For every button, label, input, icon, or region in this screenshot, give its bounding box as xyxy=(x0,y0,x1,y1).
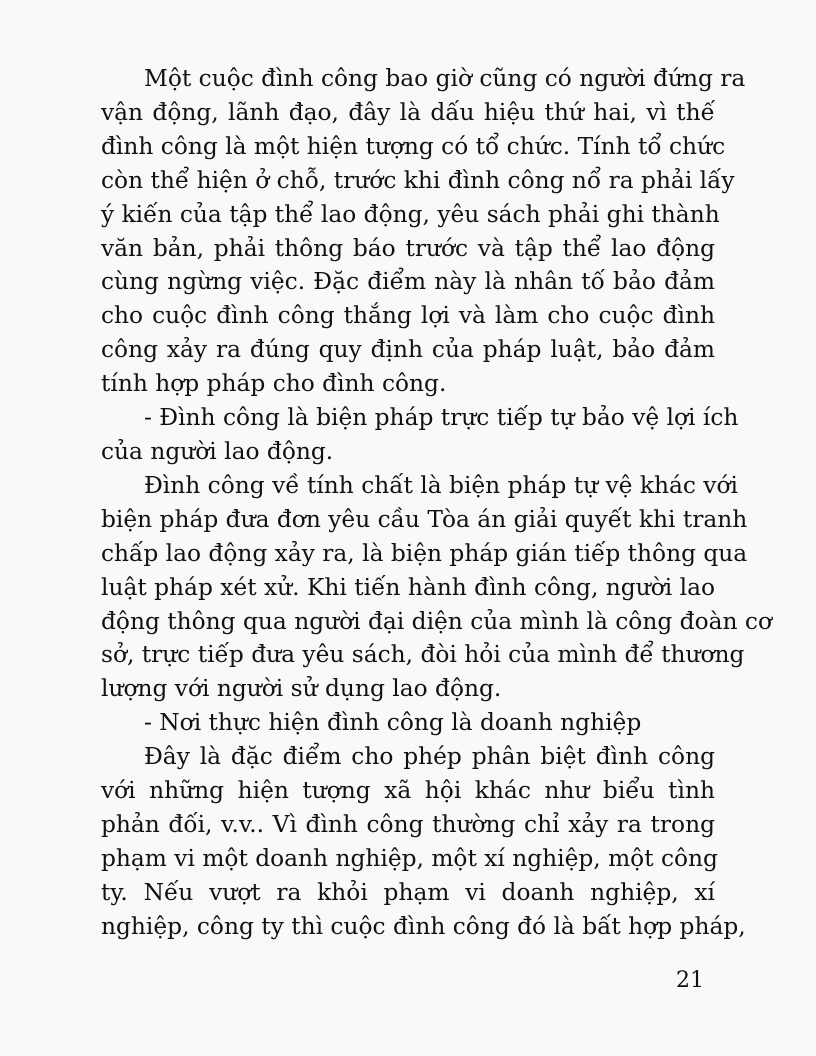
text-line: cho cuộc đình công thắng lợi và làm cho cuộc đình xyxy=(101,302,715,330)
paragraph xyxy=(101,401,739,469)
text-line: Đây là đặc điểm cho phép phân biệt đình công xyxy=(144,743,715,771)
text-line: cùng ngừng việc. Đặc điểm này là nhân tố bảo đảm xyxy=(101,268,715,296)
text-line: nghiệp, công ty thì cuộc đình công đó là bất hợp pháp, xyxy=(101,912,746,940)
text-line: phản đối, v.v.. Vì đình công thường chỉ xảy ra trong xyxy=(101,810,715,838)
text-line: chấp lao động xảy ra, là biện pháp gián tiếp thông qua xyxy=(101,539,748,567)
page-number: 21 xyxy=(676,968,704,993)
paragraph xyxy=(101,706,715,740)
text-line: đình công là một hiện tượng có tổ chức. Tính tổ chức xyxy=(101,132,726,160)
text-line: - Nơi thực hiện đình công là doanh nghiệp xyxy=(144,709,642,737)
text-line: với những hiện tượng xã hội khác như biểu tình xyxy=(101,777,715,805)
paragraph xyxy=(101,469,772,706)
text-line: động thông qua người đại diện của mình là công đoàn cơ xyxy=(101,607,772,635)
text-line: Đình công về tính chất là biện pháp tự vệ khác với xyxy=(144,471,738,499)
text-line: tính hợp pháp cho đình công. xyxy=(101,370,447,398)
paragraph xyxy=(101,62,746,401)
text-line: phạm vi một doanh nghiệp, một xí nghiệp, một công xyxy=(101,844,718,872)
text-line: sở, trực tiếp đưa yêu sách, đòi hỏi của mình để thương xyxy=(101,641,745,669)
text-line: Một cuộc đình công bao giờ cũng có người đứng ra xyxy=(144,65,746,92)
text-line: lượng với người sử dụng lao động. xyxy=(101,675,502,703)
text-line: - Đình công là biện pháp trực tiếp tự bảo vệ lợi ích xyxy=(144,404,739,432)
text-line: của người lao động. xyxy=(101,437,334,465)
text-line: biện pháp đưa đơn yêu cầu Tòa án giải quyết khi tranh xyxy=(101,505,748,533)
text-line: văn bản, phải thông báo trước và tập thể lao động xyxy=(101,234,715,262)
paragraph xyxy=(101,740,746,943)
text-line: ty. Nếu vượt ra khỏi phạm vi doanh nghiệp, xí xyxy=(101,878,715,906)
text-line: ý kiến của tập thể lao động, yêu sách phải ghi thành xyxy=(101,200,720,228)
body-text xyxy=(101,62,772,944)
text-line: vận động, lãnh đạo, đây là dấu hiệu thứ hai, vì thế xyxy=(101,98,715,126)
text-line: công xảy ra đúng quy định của pháp luật, bảo đảm xyxy=(101,336,715,364)
text-line: luật pháp xét xử. Khi tiến hành đình công, người lao xyxy=(101,573,715,601)
text-line: còn thể hiện ở chỗ, trước khi đình công nổ ra phải lấy xyxy=(101,166,735,194)
